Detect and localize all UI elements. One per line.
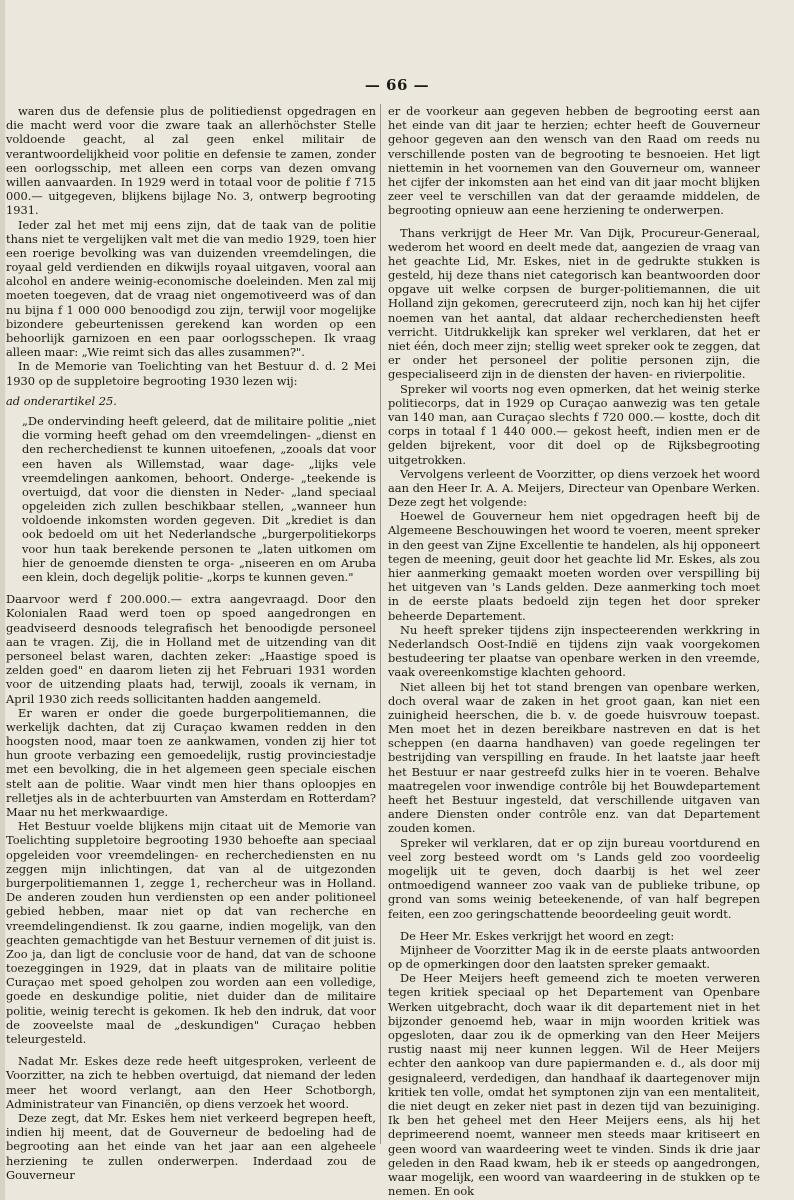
paragraph: Thans verkrijgt de Heer Mr. Van Dijk, Procureur-Generaal, wederom het woord en deelt mede dat, aangezien de vraag van het geachte Lid, Mr. Eskes, niet in de gedrukte stukken is gesteld, hij deze thans niet categorisch kan beantwoorden door opgave uit welke corpsen de burger-politiemannen, die uit Holland zijn gekomen, gerecruteerd zijn, noch kan hij het cijfer noemen van het aantal, dat aldaar recherchediensten heeft verricht. Uitdrukkelijk kan spreker wel verklaren, dat het er niet één, doch meer zijn; stellig weet spreker ook te zeggen, dat er onder het personeel der politie personen zijn, die gespecialiseerd zijn in de diensten der haven- en rivierpolitie. xyxy=(388,225,760,382)
paragraph: Nadat Mr. Eskes deze rede heeft uitgesproken, verleent de Voorzitter, na zich te hebben overtuigd, dat niemand der leden meer het woord verlangt, aan den Heer Schotborgh, Administrateur van Financiën, op diens verzoek het woord. xyxy=(6,1054,376,1111)
paragraph: Nu heeft spreker tijdens zijn inspecteerenden werkkring in Nederlandsch Oost-Indië en tijdens zijn vaak voorgekomen bestudeering ter plaatse van openbare werken in den vreemde, vaak overeenkomstige klachten gehoord. xyxy=(388,622,760,680)
paragraph: In de Memorie van Toelichting van het Bestuur d. d. 2 Mei 1930 op de suppletoire begrooting 1930 lezen wij: xyxy=(6,359,376,388)
paragraph: Er waren er onder die goede burgerpolitiemannen, die werkelijk dachten, dat zij Curaçao kwamen redden in den hoogsten nood, maar toen ze aankwamen, vonden zij hier tot hun groote verbazing een gemoedelijk, rustig provinciestadje met een bevolking, die in het algemeen geen speciale eischen stelt aan de politie. Waar vindt men hier thans oploopjes en relletjes als in de achterbuurten van Amsterdam en Rotterdam? Maar nu het merkwaardige. xyxy=(6,705,376,819)
paragraph: Mijnheer de Voorzitter Mag ik in de eerste plaats antwoorden op de opmerkingen door den laatsten spreker gemaakt. xyxy=(388,942,760,972)
paragraph: waren dus de defensie plus de politiedienst opgedragen en die macht werd voor die zware taak an allerhöchster Stelle voldoende geacht, al zal geen enkel militair de verantwoordelijkheid voor politie en defensie te zamen, zonder een oorlogsschip, met alleen een corps van dezen omvang willen aanvaarden. In 1929 werd in totaal voor de politie f 715 000.— uitgegeven, blijkens bijlage No. 3, ontwerp begrooting 1931. xyxy=(6,104,376,218)
paragraph: Daarvoor werd f 200.000.— extra aangevraagd. Door den Kolonialen Raad werd toen op spoed aangedrongen en geadviseerd desnoods telegrafisch het benoodigde personeel aan te vragen. Zij, die in Holland met de uitzending van dit personeel belast waren, dachten zeker: „Haastige spoed is zelden goed" en daarom lieten zij het Februari 1931 worden voor de uitzending plaats had, terwijl, zooals ik vernam, in April 1930 zich reeds sollicitanten hadden aangemeld. xyxy=(6,592,376,706)
paragraph: Vervolgens verleent de Voorzitter, op diens verzoek het woord aan den Heer Ir. A. A. Meijers, Directeur van Openbare Werken. Deze zegt het volgende: xyxy=(388,466,760,510)
paragraph: Niet alleen bij het tot stand brengen van openbare werken, doch overal waar de zaken in het groot gaan, kan niet een zuinigheid heerschen, die b. v. de goede huisvrouw toepast. Men moet het in dezen bereikbare nastreven en dat is het scheppen (en daarna handhaven) van goede regelingen ter bestrijding van verspilling en fraude. In het laatste jaar heeft het Bestuur er naar gestreefd zulks hier in te voeren. Behalve maatregelen voor inwendige contrôle bij het Bouwdepartement heeft het Bestuur ingesteld, dat verschillende uitgaven van andere Diensten onder contrôle enz. van dat Departement zouden komen. xyxy=(388,679,760,836)
sub-heading: ad onderartikel 25. xyxy=(6,393,117,408)
paragraph: Het Bestuur voelde blijkens mijn citaat uit de Memorie van Toelichting suppletoire begrooting 1930 behoefte aan speciaal opgeleiden voor vreemdelingen- en recherchediensten en nu zeggen mijn inlichtingen, dat van al de uitgezonden burgerpolitiemannen 1, zegge 1, rechercheur was in Holland. De anderen zouden hun verdiensten op een ander politioneel gebied hebben, maar niet op dat van recherche en vreemdelingendienst. Ik zou gaarne, indien mogelijk, van den geachten gemachtigde van het Bestuur vernemen of dit juist is. Zoo ja, dan ligt de conclusie voor de hand, dat van de schoone toezeggingen in 1929, dat in plaats van de militaire politie Curaçao met spoed geholpen zou worden aan een volledige, goede en deskundige politie, niet duider dan de militaire politie, weinig terecht is gekomen. Ik heb den indruk, dat voor de zooveelste maal de „deskundigen" Curaçao hebben teleurgesteld. xyxy=(6,819,376,1046)
column-divider xyxy=(380,104,381,1144)
quoted-text: „De ondervinding heeft geleerd, dat de militaire politie „niet die vorming heeft gehad om den vreemdelingen- „dienst en den recherchedienst te kunnen uitoefenen, „zooals dat voor een haven als Willemstad, waar dage- „lijks vele vreemdelingen aankomen, behoort. Onderge- „teekende is overtuigd, dat voor die diensten in Neder- „land speciaal opgeleiden zich zullen beschikbaar stellen, „wanneer hun voldoende inkomsten worden gegeven. Dit „krediet is dan ook bedoeld om uit het Nederlandsche „burgerpolitiekorps voor hun taak berekende personen te „laten uitkomen om hier de genoemde diensten te orga- „niseeren en om Aruba een klein, doch degelijk politie- „korps te kunnen geven." xyxy=(22,413,376,584)
scan-left-edge xyxy=(0,0,5,1200)
paragraph: De Heer Meijers heeft gemeend zich te moeten verweren tegen kritiek speciaal op het Departement van Openbare Werken uitgebracht, doch waar ik dit departement niet in het bijzonder genoemd heb, waar in mijn woorden kritiek was opgesloten, daar zou ik de opmerking van den Heer Meijers rustig naast mij neer kunnen leggen. Wil de Heer Meijers echter den aankoop van dure papiermanden e. d., als door mij gesignaleerd, verdedigen, dan handhaaf ik daartegenover mijn kritiek ten volle, omdat het symptonen zijn van een mentaliteit, die niet deugt en zeker niet past in dezen tijd van bezuiniging. Ik ben het geheel met den Heer Meijers eens, als hij het deprimeerend noemt, wanneer men steeds maar kritiseert en geen woord van waardeering weet te vinden. Sinds ik drie jaar geleden in den Raad kwam, heb ik er steeds op aangedrongen, waar mogelijk, een woord van waardeering in de stukken op te nemen. En ook xyxy=(388,971,760,1199)
paragraph: Ieder zal het met mij eens zijn, dat de taak van de politie thans niet te vergelijken valt met die van medio 1929, toen hier een roerige bevolking was van duizenden vreemdelingen, die royaal geld verdienden en dikwijls royaal uitgaven, vooral aan alcohol en andere weinig-economische doeleinden. Men zal mij moeten toegeven, dat de vraag niet ongemotiveerd was of dan nu bijna f 1 000 000 benoodigd zou zijn, terwijl voor mogelijke bizondere gebeurtenissen gerekend kan worden op een behoorlijk garnizoen en een paar oorlogsschepen. Ik vraag alleen maar: „Wie reimt sich das alles zusammen?". xyxy=(6,217,376,360)
paragraph: Deze zegt, dat Mr. Eskes hem niet verkeerd begrepen heeft, indien hij meent, dat de Gouverneur de bedoeling had de begrooting aan het einde van het jaar aan een algeheele herziening te zullen onderwerpen. Inderdaad zou de Gouverneur xyxy=(6,1110,376,1182)
left-column xyxy=(6,104,376,1182)
paragraph: Spreker wil verklaren, dat er op zijn bureau voortdurend en veel zorg besteed wordt om 's Lands geld zoo voordeelig mogelijk uit te geven, doch daarbij is het wel zeer ontmoedigend wanneer zoo vaak van de publieke tribune, op grond van soms weinig beteekenende, of van half begrepen feiten, een zoo geringschattende beoordeeling geuit wordt. xyxy=(388,835,760,921)
paragraph: Spreker wil voorts nog even opmerken, dat het weinig sterke politiecorps, dat in 1929 op Curaçao aanwezig was ten getale van 140 man, aan Curaçao slechts f 720 000.— kostte, doch dit corps in totaal f 1 440 000.— gekost heeft, indien men er de gelden bijrekent, voor dit doel op de Rijksbegrooting uitgetrokken. xyxy=(388,381,760,467)
paragraph: De Heer Mr. Eskes verkrijgt het woord en zegt: xyxy=(400,928,675,943)
paragraph: Hoewel de Gouverneur hem niet opgedragen heeft bij de Algemeene Beschouwingen het woord te voeren, meent spreker in den geest van Zijne Excellentie te handelen, als hij opponeert tegen de meening, geuit door het geachte lid Mr. Eskes, als zou hier aanmerking gemaakt moeten worden over verspilling bij het uitgeven van 's Lands gelden. Deze aanmerking toch moet in de eerste plaats bedoeld zijn tegen het door spreker beheerde Departement. xyxy=(388,509,760,623)
quote-block xyxy=(22,414,376,584)
page-number: — 66 — xyxy=(364,76,430,94)
right-column xyxy=(388,104,760,1198)
paragraph: er de voorkeur aan gegeven hebben de begrooting eerst aan het einde van dit jaar te herzien; echter heeft de Gouverneur gehoor gegeven aan den wensch van den Raad om reeds nu verschillende posten van de begrooting te besnoeien. Het ligt niettemin in het voornemen van den Gouverneur om, wanneer het cijfer der inkomsten aan het eind van dit jaar mocht blijken zeer veel te verschillen van dat der geraamde middelen, de begrooting opnieuw aan eene herziening te onderwerpen. xyxy=(388,104,760,218)
